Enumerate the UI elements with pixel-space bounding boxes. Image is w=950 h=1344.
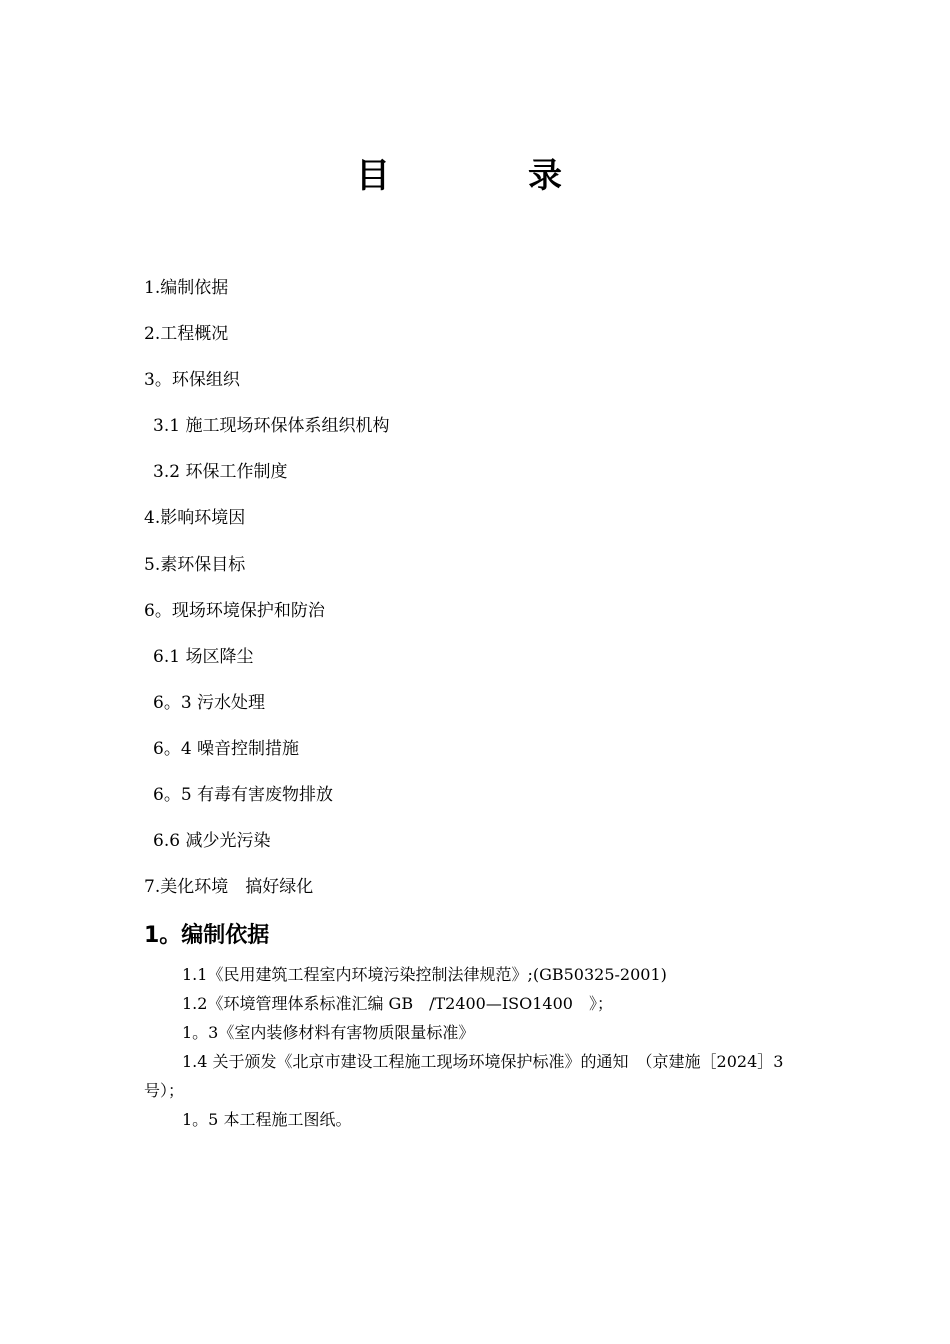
toc-item[interactable]: 7.美化环境 搞好绿化 — [144, 877, 314, 898]
toc-title-char-2: 录 — [528, 156, 562, 196]
body-paragraph: 1。5 本工程施工图纸。 — [182, 1110, 352, 1129]
body-paragraph: 1.4 关于颁发《北京市建设工程施工现场环境保护标准》的通知 （京建施［2024］3 号）； — [144, 1052, 784, 1100]
toc-item[interactable]: 3。环保组织 — [144, 370, 240, 391]
section-heading: 1。编制依据 — [144, 923, 270, 948]
body-paragraph: 1。3《室内装修材料有害物质限量标准》 — [182, 1023, 475, 1042]
toc-subitem[interactable]: 6。3 污水处理 — [153, 692, 266, 713]
body-paragraph: 1.2《环境管理体系标准汇编 GB /T2400—ISO1400 》； — [182, 994, 613, 1013]
toc-subitem[interactable]: 3.1 施工现场环保体系组织机构 — [153, 416, 390, 437]
toc-subitem[interactable]: 3.2 环保工作制度 — [153, 462, 288, 483]
toc-item[interactable]: 4.影响环境因 — [144, 508, 246, 529]
toc-subitem[interactable]: 6。4 噪音控制措施 — [153, 738, 300, 759]
toc-item[interactable]: 5.素环保目标 — [144, 554, 246, 575]
toc-item[interactable]: 2.工程概况 — [144, 324, 229, 345]
body-paragraph: 1.1《民用建筑工程室内环境污染控制法律规范》;(GB50325-2001) — [182, 965, 667, 984]
toc-title-char-1: 目 — [356, 156, 390, 196]
toc-list — [144, 273, 824, 918]
toc-subitem[interactable]: 6.1 场区降尘 — [153, 646, 254, 667]
section-body — [144, 960, 814, 1134]
toc-item[interactable]: 1.编制依据 — [144, 278, 229, 298]
toc-subitem[interactable]: 6.6 减少光污染 — [153, 831, 271, 852]
toc-subitem[interactable]: 6。5 有毒有害废物排放 — [153, 785, 334, 806]
toc-item[interactable]: 6。现场环境保护和防治 — [144, 600, 325, 621]
toc-title — [0, 152, 950, 202]
